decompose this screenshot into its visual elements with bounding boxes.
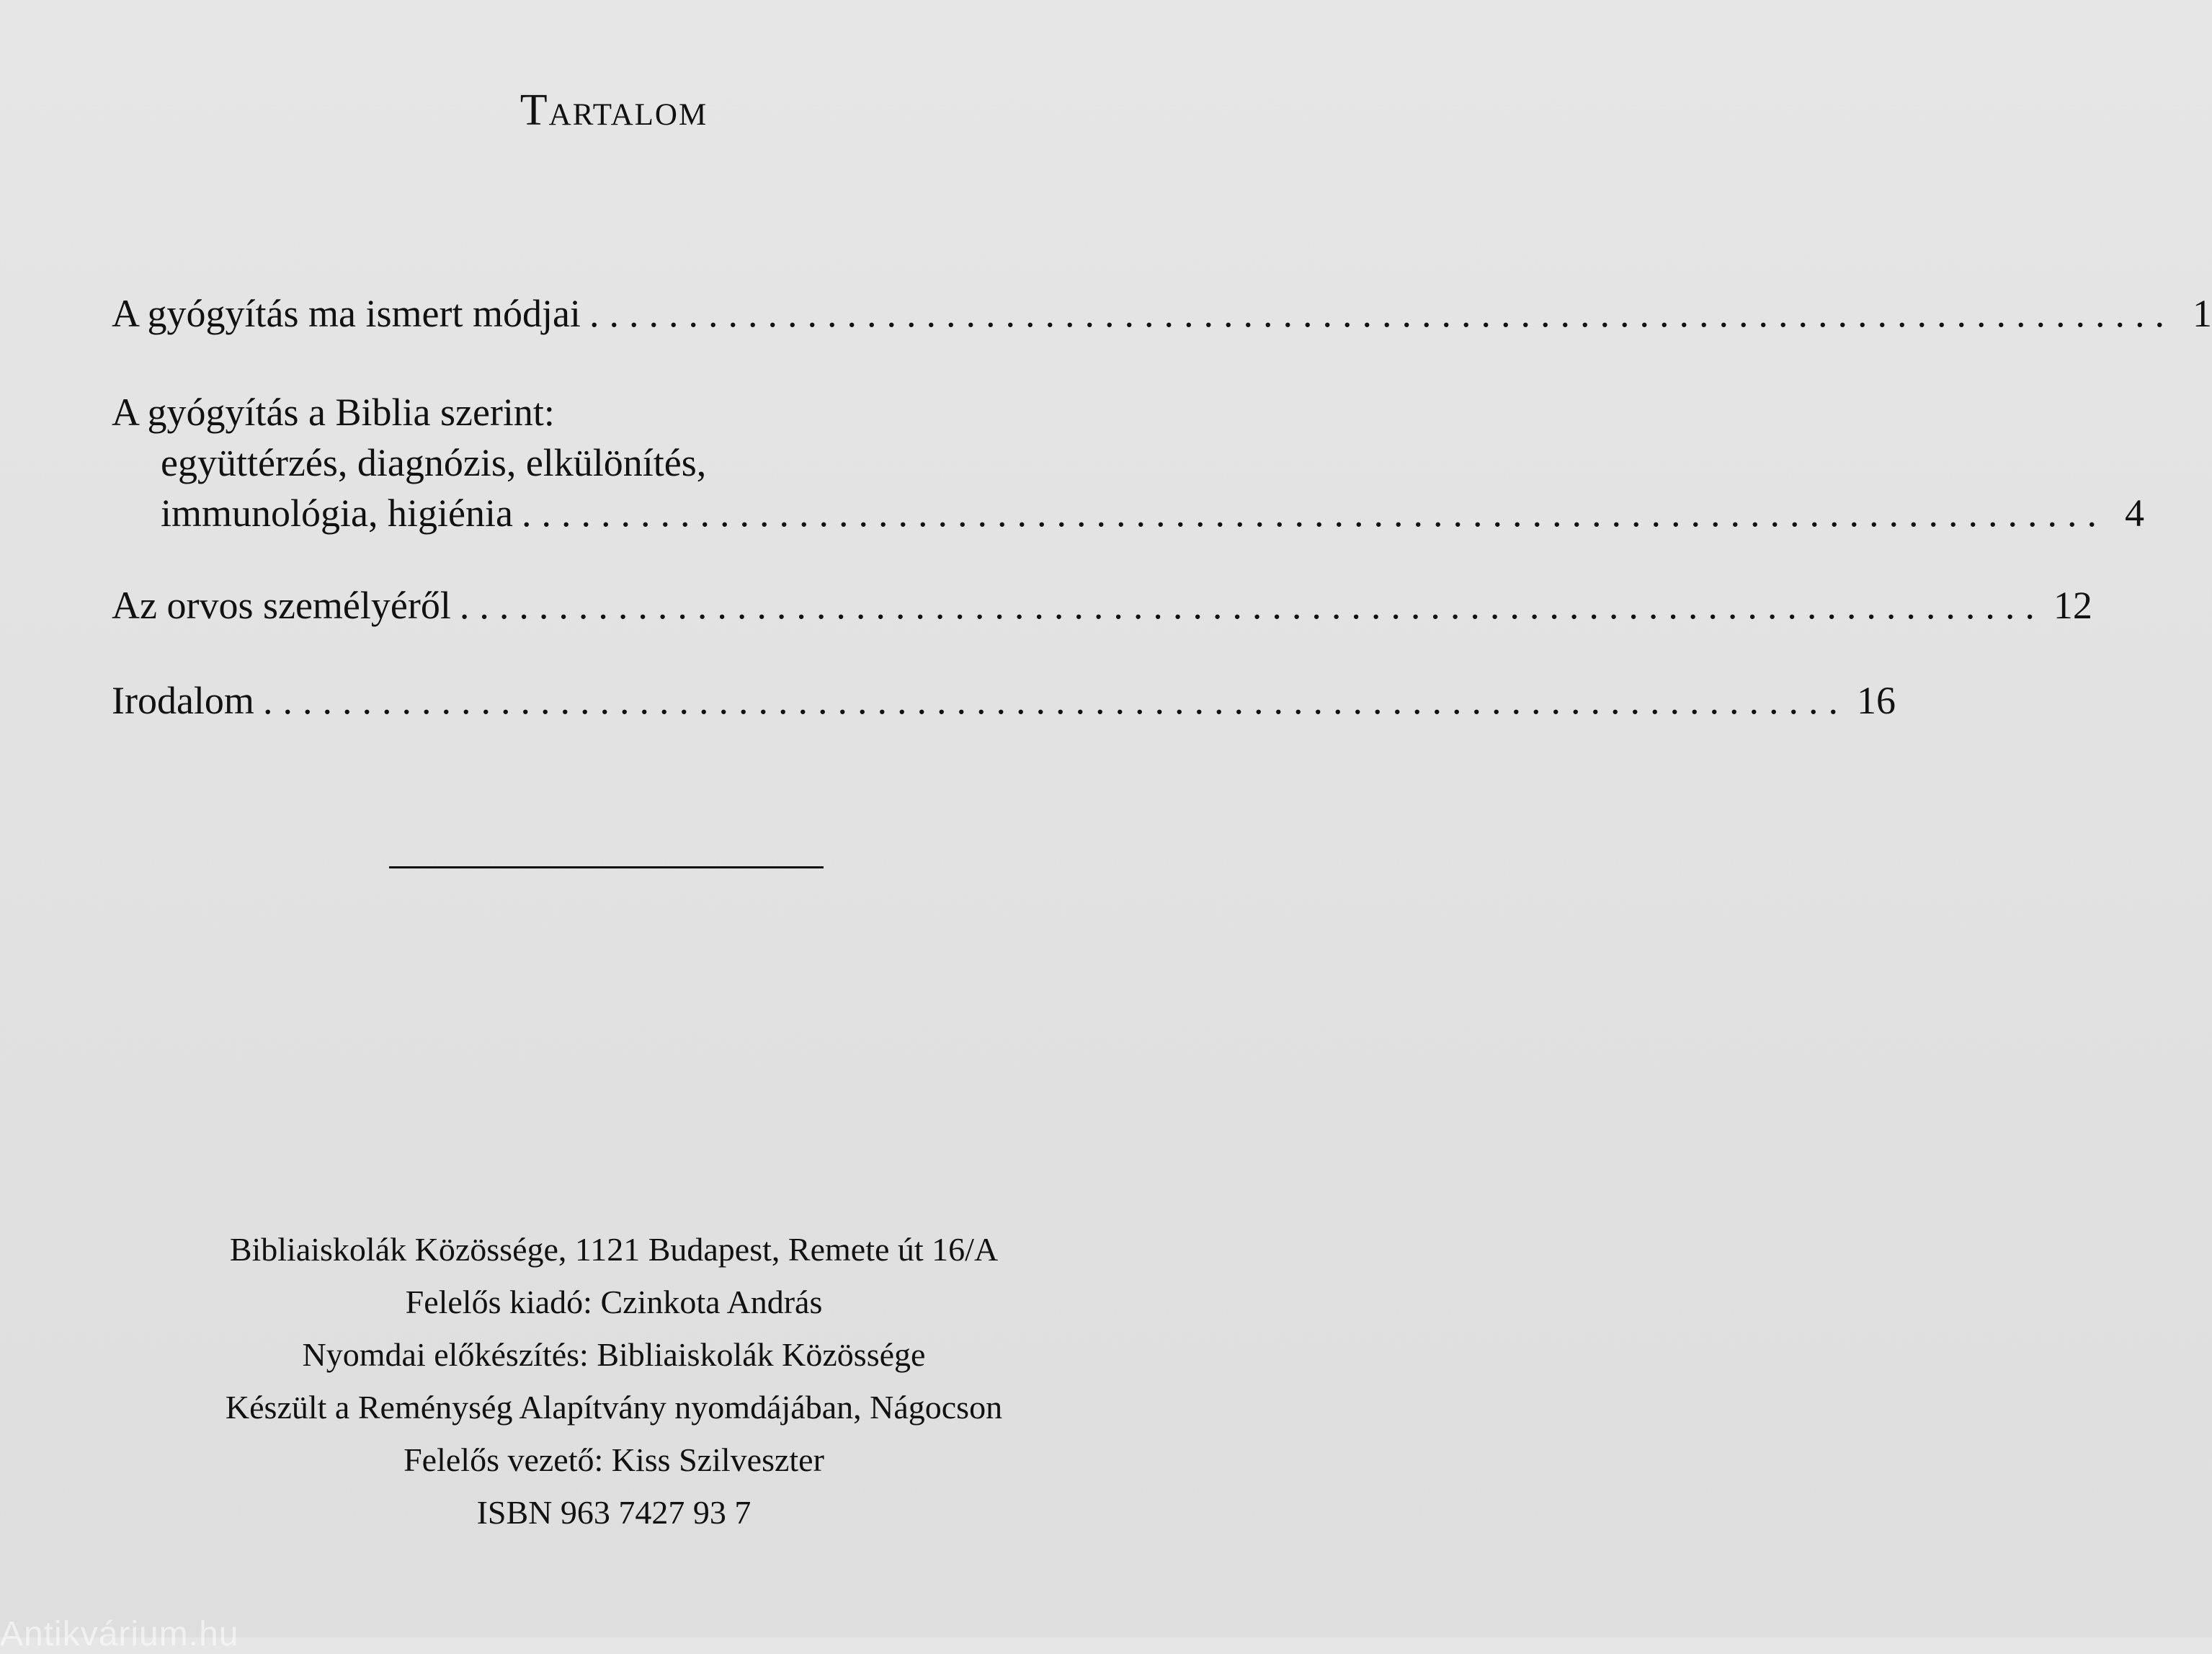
toc-page-number: 4 [2124, 492, 2144, 535]
toc-entry-title-continued: együttérzés, diagnózis, elkülönítés, [161, 441, 707, 484]
toc-entry-title: A gyógyítás ma ismert módjai [112, 292, 581, 335]
toc-entry [112, 580, 2092, 631]
toc-entry-title: A gyógyítás a Biblia szerint: [112, 391, 555, 434]
toc-entry [112, 675, 1896, 726]
section-divider [389, 866, 824, 868]
toc-entry-title: Irodalom [112, 679, 254, 722]
imprint-isbn: ISBN 963 7427 93 7 [476, 1494, 752, 1531]
dot-leader: ................................................................................ [262, 679, 1848, 722]
imprint-prepress: Nyomdai előkészítés: Bibliaiskolák Közössége [302, 1336, 926, 1373]
toc-page-number: 16 [1856, 679, 1896, 722]
imprint-block [0, 1223, 1228, 1539]
toc-page-number: 12 [2053, 584, 2092, 627]
imprint-publisher-address: Bibliaiskolák Közössége, 1121 Budapest, Remete út 16/A [229, 1231, 999, 1268]
dot-leader: ................................................................................ [459, 584, 2045, 627]
dot-leader: ................................................................................ [589, 292, 2175, 335]
imprint-responsible-publisher: Felelős kiadó: Czinkota András [405, 1284, 823, 1320]
imprint-printer: Készült a Reménység Alapítvány nyomdájában, Nágocson [225, 1389, 1003, 1426]
dot-leader: ................................................................................ [521, 492, 2107, 535]
toc-entry [112, 288, 2212, 339]
toc-title: Tartalom [519, 86, 708, 135]
toc-page-number: 1 [2192, 292, 2212, 335]
watermark: Antikvárium.hu [0, 1615, 239, 1653]
imprint-responsible-manager: Felelős vezető: Kiss Szilveszter [403, 1441, 824, 1478]
toc-entry-title-continued: immunológia, higiénia [161, 492, 513, 535]
toc-entry [112, 387, 2144, 538]
toc-entry-title: Az orvos személyéről [112, 584, 451, 627]
